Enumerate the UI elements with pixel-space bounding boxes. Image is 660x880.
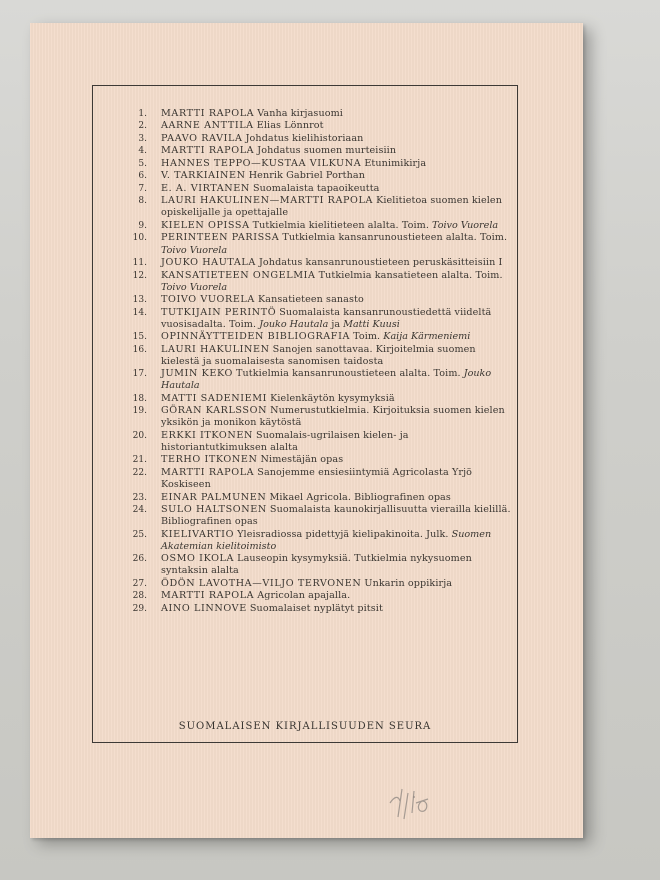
series-entry [117,454,513,466]
entry-title: Kansatieteen sanasto [258,294,364,306]
series-list [117,108,513,615]
series-list-frame [92,85,518,743]
series-entry [117,294,513,306]
entry-number: 23. [132,492,147,503]
entry-number: 6. [138,171,147,182]
entry-number: 9. [138,220,147,231]
entry-editor: Suomen Akatemian kielitoimisto [161,528,492,552]
entry-author: JOUKO HAUTALA [161,257,256,269]
entry-author: V. TARKIAINEN [161,170,246,182]
entry-author: EINAR PALMUNEN [161,491,267,503]
entry-title: Sanojen sanottavaa. Kirjoitelmia suomen kielestä ja suomalaisesta sanomisen taidosta [161,343,476,367]
entry-title: Unkarin oppikirja [364,577,453,589]
entry-title: Suomalaista kaunokirjallisuutta vierailla kielillä. Bibliografinen opas [161,503,511,528]
series-entry [117,257,513,269]
entry-author: OSMO IKOLA [161,553,235,565]
entry-editor: Jouko Hautala [259,318,329,330]
entry-author: KANSATIETEEN ONGELMIA [161,269,316,281]
series-entry [117,232,513,256]
entry-title: Etunimikirja [364,157,427,169]
entry-author: PAAVO RAVILA [161,132,243,144]
entry-author: MARTTI RAPOLA [161,466,255,478]
series-entry [117,529,513,553]
entry-editor: Toivo Vuorela [432,219,499,231]
entry-title: Suomalaiset nyplätyt pitsit [249,602,383,614]
entry-title: Johdatus suomen murteisiin [257,145,397,157]
entry-editor: Jouko Hautala [161,368,492,392]
book-back-cover [30,23,583,838]
entry-title: Tutkielmia kansatieteen alalta. Toim. [318,269,503,281]
series-entry [117,195,513,219]
entry-title: Kielenkäytön kysymyksiä [270,392,395,404]
entry-author: PERINTEEN PARISSA [161,232,280,244]
entry-number: 26. [132,554,147,565]
entry-author: E. A. VIRTANEN [161,182,250,194]
entry-number: 15. [132,332,147,343]
entry-author: GÖRAN KARLSSON [161,405,268,417]
entry-title: Suomalaista kansanrunoustiedettä viideltä vuosisadalta. Toim. [161,306,492,330]
entry-title: Toim. [353,331,381,343]
series-entry [117,120,513,132]
entry-number: 11. [132,258,147,269]
entry-author: MARTTI RAPOLA [161,590,255,602]
entry-number: 5. [138,158,147,169]
entry-number: 2. [138,121,147,132]
entry-title: Numerustutkielmia. Kirjoituksia suomen kielen yksikön ja monikon käytöstä [161,405,505,429]
entry-title: Henrik Gabriel Porthan [248,170,365,182]
entry-number: 18. [132,393,147,404]
entry-number: 8. [138,196,147,207]
series-entry [117,108,513,120]
entry-author: KIELIVARTIO [161,528,235,540]
entry-editor: Matti Kuusi [343,318,400,330]
entry-author: HANNES TEPPO—KUSTAA VILKUNA [161,157,362,169]
entry-author: ERKKI ITKONEN [161,429,253,441]
entry-number: 20. [132,430,147,441]
series-entry [117,430,513,454]
entry-number: 17. [132,369,147,380]
entry-number: 10. [132,233,147,244]
series-entry [117,133,513,145]
series-entry [117,331,513,343]
entry-author: TUTKIJAIN PERINTÖ [161,306,277,318]
series-entry [117,553,513,577]
entry-title: Nimestäjän opas [260,454,344,466]
entry-author: LAURI HAKULINEN—MARTTI RAPOLA [161,195,373,207]
series-entry [117,504,513,528]
handwritten-pencil-mark [384,783,464,823]
entry-title: Lauseopin kysymyksiä. Tutkielmia nykysuomen syntaksin alalta [161,553,472,577]
entry-title: Tutkielmia kansanrunoustieteen alalta. Toim. [282,232,508,244]
entry-title: Johdatus kansanrunoustieteen peruskäsitteisiin I [258,257,503,269]
entry-author: SULO HALTSONEN [161,503,267,515]
series-entry [117,183,513,195]
series-entry [117,307,513,331]
entry-number: 4. [138,146,147,157]
entry-number: 28. [132,591,147,602]
entry-author: ÖDÖN LAVOTHA—VILJO TERVONEN [161,577,362,589]
publisher-name: SUOMALAISEN KIRJALLISUUDEN SEURA [178,721,432,732]
entry-title: Tutkielmia kansanrunoustieteen alalta. Toim. [236,368,461,380]
entry-author: OPINNÄYTTEIDEN BIBLIOGRAFIA [161,331,350,343]
entry-number: 14. [132,307,147,318]
series-entry [117,170,513,182]
series-entry [117,344,513,368]
entry-number: 21. [132,455,147,466]
series-entry [117,590,513,602]
entry-title: Suomalais-ugrilaisen kielen- ja historiantutkimuksen alalta [161,429,409,453]
entry-title: Mikael Agricola. Bibliografinen opas [269,491,451,503]
entry-number: 12. [132,270,147,281]
entry-title: Agricolan apajalla. [257,590,351,602]
entry-editor: Toivo Vuorela [161,281,228,293]
entry-number: 29. [132,603,147,614]
entry-number: 25. [132,529,147,540]
series-entry [117,270,513,294]
entry-number: 3. [138,133,147,144]
entry-number: 13. [132,295,147,306]
entry-author: MATTI SADENIEMI [161,392,268,404]
entry-editor: Kaija Kärmeniemi [383,331,471,343]
entry-joiner: ja [331,318,341,330]
entry-author: MARTTI RAPOLA [161,145,255,157]
entry-author: TOIVO VUORELA [161,294,255,306]
entry-author: JUMIN KEKO [161,368,233,380]
entry-title: Elias Lönnrot [256,120,324,132]
entry-editor: Toivo Vuorela [161,244,228,256]
series-entry [117,145,513,157]
entry-number: 22. [132,467,147,478]
entry-author: TERHO ITKONEN [161,454,258,466]
entry-title: Yleisradiossa pidettyjä kielipakinoita. Julk. [237,528,449,540]
series-entry [117,220,513,232]
entry-number: 1. [138,109,147,119]
entry-title: Kielitietoa suomen kielen opiskelijalle ja opettajalle [161,195,502,219]
series-entry [117,492,513,504]
series-entry [117,578,513,590]
series-entry [117,603,513,615]
entry-author: LAURI HAKULINEN [161,343,270,355]
series-entry [117,393,513,405]
entry-author: KIELEN OPISSA [161,219,250,231]
series-entry [117,368,513,392]
entry-author: AARNE ANTTILA [161,120,254,132]
entry-number: 19. [132,406,147,417]
series-entry [117,405,513,429]
series-entry [117,158,513,170]
entry-title: Vanha kirjasuomi [257,108,343,119]
entry-title: Tutkielmia kielitieteen alalta. Toim. [252,219,429,231]
entry-title: Sanojemme ensiesiintymiä Agricolasta Yrjö Koskiseen [161,466,473,491]
entry-number: 16. [132,344,147,355]
entry-number: 24. [132,504,147,515]
entry-title: Johdatus kielihistoriaan [245,132,364,144]
entry-number: 7. [138,183,147,194]
entry-number: 27. [132,578,147,589]
entry-title: Suomalaista tapaoikeutta [252,182,380,194]
entry-author: AINO LINNOVE [161,602,247,614]
entry-author: MARTTI RAPOLA [161,108,255,119]
series-entry [117,467,513,491]
